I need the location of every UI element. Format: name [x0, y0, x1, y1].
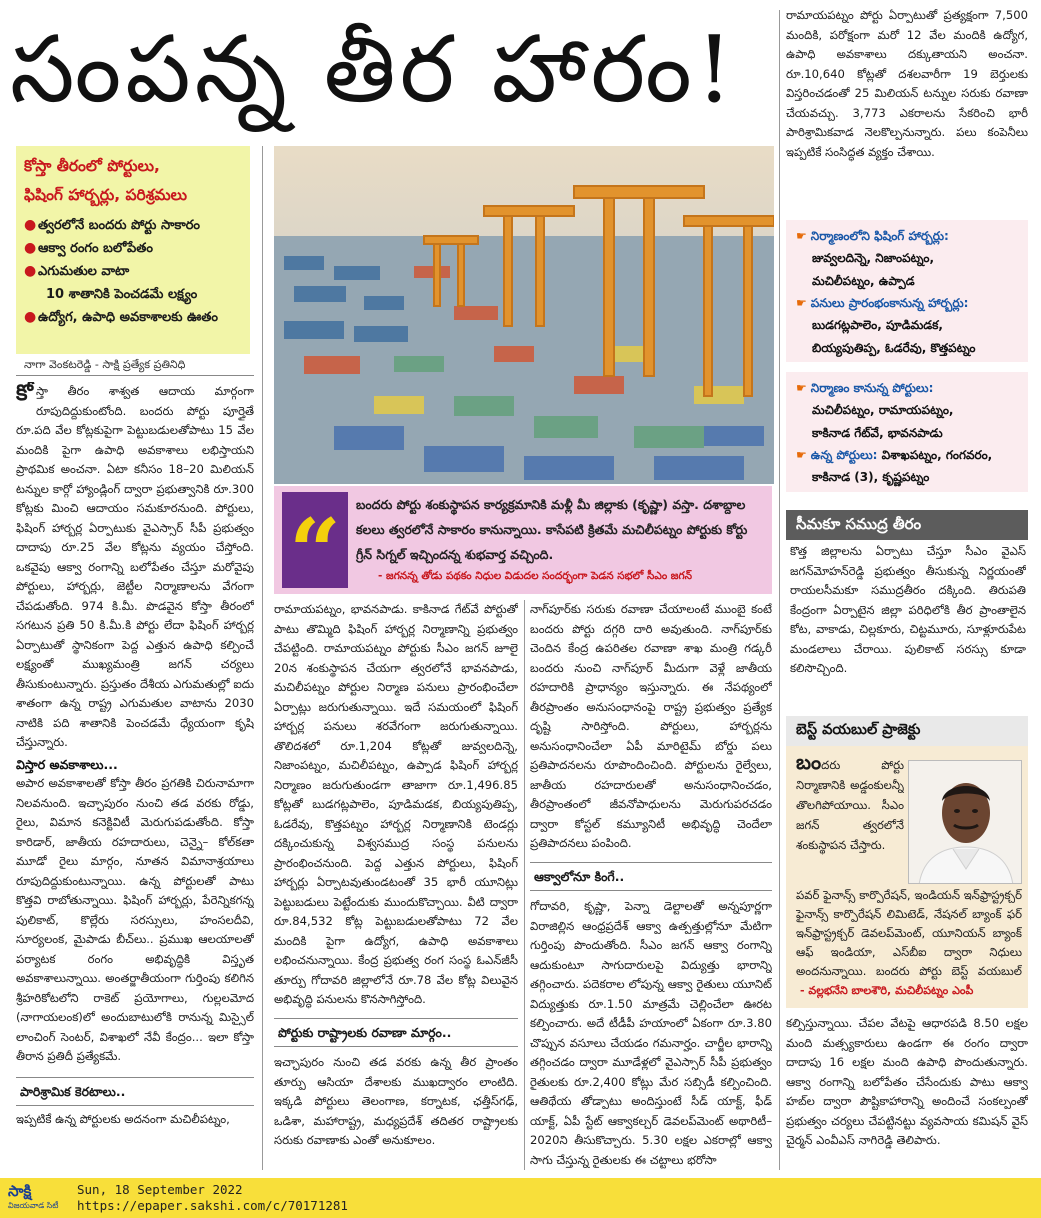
quote-icon: “ [282, 492, 348, 588]
list-item: జువ్వలదిన్నె, నిజాంపట్నం, [812, 251, 935, 265]
arrow-icon: ☛ [796, 448, 807, 462]
section-heading: బెస్ట్ వయబుల్ ప్రాజెక్టు [786, 716, 1028, 746]
list-item: ● ఎగుమతుల వాటా [24, 260, 242, 283]
highlights-heading-2: ఫిషింగ్ హార్బర్లు, పరిశ్రమలు [24, 186, 188, 204]
list-item: ● త్వరలోనే బందరు పోర్టు సాకారం [24, 214, 242, 237]
arrow-icon: ☛ [796, 381, 807, 395]
column-divider [779, 10, 780, 1170]
list-heading: ☛ నిర్మాణం కానున్న పోర్టులు: [796, 381, 934, 395]
paragraph: రామాయపట్నం పోర్టు ఏర్పాటుతో ప్రత్యక్షంగా 7,500 మందికి, పరోక్షంగా మరో 12 వేల మందికి ఉద్యోగ, ఉపాధి అవకాశాలు దక్కుతాయని అంచనా. రూ.10,640 కోట్లతో దశలవారీగా 19 బెర్తులకు విస్తరించడంతో 25 మిలియన్ టన్నుల సరుకు రవాణా చేయవచ్చు. 3,773 ఎకరాలను సేకరించి భారీ పారిశ్రామికవాడ నెలకొల్పనున్నారు. పలు కంపెనీలు ఇప్పటికే సంసిద్ధత వ్యక్తం చేశాయి. [786, 8, 1028, 159]
dropcap: కో [16, 382, 33, 406]
best-attribution: - వల్లభనేని బాలశౌరి, మచిలీపట్నం ఎంపీ [800, 984, 974, 997]
paragraph: అపార అవకాశాలతో కోస్తా తీరం ప్రగతికి చిరునామాగా నిలవనుంది. ఇచ్ఛాపురం నుంచి తడ వరకు రోడ్డు, రైలు, విమాన కనెక్టివిటీ మెరుగుపడుతోంది. కోస్తా కారిడార్, జాతీయ రహదారులు, చెన్నై– కోల్‌కతా మూడో రైలు మార్గం, నూతన విమానాశ్రయాలు రూపుదిద్దుకుంటున్నాయి. ఉన్న పోర్టులతో పాటు కొత్తవి రాబోతున్నాయి. ఫిషింగ్ హార్బర్లు, పేరెన్నికగన్న పులికాట్, కొల్లేరు సరస్సులు, హంసలదీవి, సూర్యలంక, మైపాడు బీచ్‌లు.. ప్రముఖ ఆలయాలతో పర్యాటక రంగం అభివృద్ధికి విస్తృత అవకాశాలున్నాయి. అంతర్జాతీయంగా గుర్తింపు కలిగిన శ్రీహరికోటలోని రాకెట్ ప్రయోగాలు, గుల్లలమోద (నాగాయలంక)లో అందుబాటులోకి రానున్న మిస్సైల్ లాంచింగ్ సెంటర్, విశాఖలో నేవీ కేంద్రం... ఇలా కోస్తా తీరాన ప్రతిదీ ప్రత్యేకమే. [16, 776, 254, 1063]
epaper-link[interactable]: https://epaper.sakshi.com/c/70171281 [77, 1198, 348, 1213]
intro-paragraph: కోస్తా తీరం శాశ్వత ఆదాయ మార్గంగా రూపుదిద్దుకుంటోంది. బందరు పోర్టు పూర్తైతే రూ.పది వేల కోట్లకుపైగా పెట్టుబడులతోపాటు 15 వేల మందికి పైగా ఉపాధి అవకాశాలు లభిస్తాయని ప్రాథమిక అంచనా. ఏటా కనీసం 18–20 మిలియన్ టన్నుల కార్గో హ్యాండ్లింగ్ ద్వారా ప్రభుత్వానికి రూ.300 కోట్లకు మించి ఆదాయం సమకూరనుంది. పోర్టులు, ఫిషింగ్ హార్బర్ల ఏర్పాటుకు వైఎస్సార్ సీపీ ప్రభుత్వం దాదాపు రూ.25 వేల కోట్లను వ్యయం చేస్తోంది. ఒకవైపు ఆక్వా రంగాన్ని బలోపేతం చేస్తూ మరోవైపు పోర్టులు, హార్బర్లు, జెట్టీల నిర్మాణాలను వేగంగా చేపడుతోంది. 974 కి.మీ. పొడవైన కోస్తా తీరంలో సగటున ప్రతి 50 కి.మీ.కి పోర్టు లేదా ఫిషింగ్ హార్బర్ల ఏర్పాటుతో స్థానికంగా పెద్ద ఎత్తున ఉపాధి కల్పించే లక్ష్యంతో ముఖ్యమంత్రి జగన్ చర్యలు తీసుకుంటున్నారు. ప్రస్తుతం దేశీయ ఎగుమతుల్లో ఐదు శాతంగా ఉన్న రాష్ట్ర ఎగుమతుల వాటాను 2030 నాటికి పది శాతానికి పెంచడమే ధ్యేయంగా కృషి చేస్తున్నారు. [16, 382, 254, 749]
list-item: ● ఆక్వా రంగం బలోపేతం [24, 237, 242, 260]
list-item: 10 శాతానికి పెంచడమే లక్ష్యం [46, 287, 198, 302]
list-item: ● ఉద్యోగ, ఉపాధి అవకాశాలకు ఊతం [24, 306, 242, 329]
paragraph: కల్పిస్తున్నాయి. చేపల వేటపై ఆధారపడి 8.50 లక్షల మంది మత్స్యకారులు ఉండగా ఈ రంగం ద్వారా దాదాపు 16 లక్షల మంది ఉపాధి పొందుతున్నారు. ఆక్వా రంగాన్ని బలోపేతం చేసేందుకు పాటు ఆక్వా హబ్‌ల ద్వారా పౌష్టికాహారాన్ని అందించే సంకల్పంతో ప్రభుత్వం చర్యలు చేపట్టినట్టు వ్యవసాయ కమిషన్ వైస్ చైర్మన్ ఎంవీఎస్ నాగిరెడ్డి తెలిపారు. [786, 1016, 1028, 1147]
paragraph: రామాయపట్నం, భావనపాడు. కాకినాడ గేట్‌వే పోర్టుతో పాటు తొమ్మిది ఫిషింగ్ హార్బర్ల నిర్మాణాన్ని ప్రభుత్వం చేపట్టింది. రామాయపట్నం పోర్టుకు సీఎం జగన్ జూలై 20న శంకుస్థాపన చేయగా త్వరలోనే భావనపాడు, మచిలీపట్నం పోర్టుల నిర్మాణ పనులు ప్రారంభించేలా ఏర్పాట్లు జరుగుతున్నాయి. ఇదే సమయంలో ఫిషింగ్ హార్బర్ల పనులు శరవేగంగా జరుగుతున్నాయి. తొలిదశలో రూ.1,204 కోట్లతో జువ్వలదిన్నె, నిజాంపట్నం, మచిలీపట్నం, ఉప్పాడ ఫిషింగ్ హార్బర్ల నిర్మాణం జరుగుతుండగా తాజాగా రూ.1,496.85 కోట్లతో బుడగట్లపాలెం, పూడిమడక, బియ్యపుతిప్ప, ఓడరేవు, కొత్తపట్నం హార్బర్ల నిర్మాణానికి టెండర్లు దక్కించుకున్న విశ్వసముద్ర సంస్థ పనులను ప్రారంభించనుంది. పెద్ద ఎత్తున పోర్టులు, ఫిషింగ్ హార్బర్లు ఏర్పాటవుతుండటంతో 35 భారీ యూనిట్లు పెట్టుబడులు పెట్టేందుకు ముందుకొచ్చాయి. వీటి ద్వారా రూ.84,532 కోట్ల పెట్టుబడులతోపాటు 72 వేల మందికి పైగా ఉద్యోగ, ఉపాధి అవకాశాలు లభించనున్నాయి. కేంద్ర ప్రభుత్వ రంగ సంస్థ ఓఎన్‌జీసీ తూర్పు గోదావరి జిల్లాలోనే రూ.78 వేల కోట్ల విలువైన అభివృద్ధి పనులను కొనసాగిస్తోంది. [274, 602, 518, 1006]
column-2 [274, 600, 518, 1170]
highlights-list [24, 214, 242, 329]
arrow-icon: ☛ [796, 296, 807, 310]
column-divider [262, 146, 263, 1170]
bullet-icon: ● [24, 240, 37, 256]
paragraph: ఇచ్ఛాపురం నుంచి తడ వరకు ఉన్న తీర ప్రాంతం తూర్పు ఆసియా దేశాలకు ముఖద్వారం లాంటిది. ఇక్కడి పోర్టులు తెలంగాణ, కర్నాటక, ఛత్తీస్‌గఢ్, ఒడిశా, మహారాష్ట్ర, మధ్యప్రదేశ్ తదితర రాష్ట్రాలకు సరుకు రవాణాకు ఎంతో అనుకూలం. [274, 1055, 518, 1147]
column-4-top [786, 6, 1028, 212]
bullet-icon: ● [24, 217, 37, 233]
bullet-icon: ● [24, 263, 37, 279]
paragraph: పవర్ ఫైనాన్స్ కార్పొరేషన్, ఇండియన్ ఇన్‌ఫ్రాస్ట్రక్చర్ ఫైనాన్స్ కార్పొరేషన్ లిమిటెడ్, నేషనల్ బ్యాంక్ ఫర్ ఇన్‌ఫ్రాస్ట్రక్చర్ డెవలప్‌మెంట్, యూనియన్ బ్యాంక్ ఆఫ్ ఇండియా, ఎస్‌బీఐ ద్వారా నిధులు అందనున్నాయి. బందరు పోర్టు బెస్ట్ వయబుల్ [796, 888, 1022, 978]
dropcap: బం [796, 752, 822, 774]
highlights-heading-1: కోస్తా తీరంలో పోర్టులు, [24, 157, 160, 175]
harbours-box [786, 220, 1028, 362]
byline: నాగా వెంకటరెడ్డి - సాక్షి ప్రత్యేక ప్రతినిధి [24, 358, 186, 371]
subhead: ఆక్వాలోనూ కింగే.. [530, 862, 772, 892]
headline: సంపన్న తీర హారం! [10, 16, 737, 123]
person-portrait-image [909, 761, 1022, 884]
paragraph: గోదావరి, కృష్ణా, పెన్నా డెల్టాలతో అన్నపూర్ణగా విరాజిల్లిన ఆంధ్రప్రదేశ్ ఆక్వా ఉత్పత్తుల్లోనూ మేటిగా గుర్తింపు పొందుతోంది. సీఎం జగన్ ఆక్వా రంగాన్ని ఆదుకుంటూ సాగుదారులపై విద్యుత్తు భారాన్ని తగ్గించారు. పదెకరాల లోపున్న ఆక్వా రైతులు యూనిట్ విద్యుత్తుకు రూ.1.50 మాత్రమే చెల్లించేలా ఊరట కల్పించారు. అదే టీడీపీ హయాంలో ఏకంగా రూ.3.80 చొప్పున వసూలు చేయడం గమనార్హం. చార్జీల భారాన్ని తగ్గించడం ద్వారా మూడేళ్లలో వైఎస్సార్ సీపీ ప్రభుత్వం రైతులకు రూ.2,400 కోట్లు మేర సబ్సిడీ కల్పించింది. ఆతిథేయ తోడ్పాటు అందిస్తుంటే సీడ్ యాక్ట్, ఫీడ్ యాక్ట్, ఏపీ స్టేట్ ఆక్వాకల్చర్ డెవలప్‌మెంట్ అథారిటీ–2020ని తీసుకొచ్చారు. 5.30 లక్షల ఎకరాల్లో ఆక్వా సాగు చేస్తున్న రైతులకు ఈ చట్టాలు భరోసా [530, 899, 772, 1167]
subhead: పోర్టుకు రాష్ట్రాలకు రవాణా మార్గం.. [274, 1018, 518, 1048]
port-cranes-image [274, 146, 774, 484]
bullet-icon: ● [24, 309, 37, 325]
divider [16, 375, 254, 376]
column-divider [524, 600, 525, 1170]
port-photo [274, 146, 774, 484]
edition-date: Sun, 18 September 2022 [77, 1182, 243, 1197]
sakshi-logo: సాక్షి విజయవాడ సిటీ [8, 1182, 59, 1210]
list-item: మచిలీపట్నం, ఉప్పాడ [812, 274, 915, 288]
section-heading: సీమకూ సముద్ర తీరం [786, 510, 1028, 540]
column-1 [16, 382, 254, 1170]
list-heading: ☛ నిర్మాణంలోని ఫిషింగ్ హార్బర్లు: [796, 229, 949, 243]
paragraph: నాగ్‌పూర్‌కు సరుకు రవాణా చేయాలంటే ముంబై కంటే బందరు పోర్టు దగ్గరి దారి అవుతుంది. నాగ్‌పూర్‌కు చెందిన కేంద్ర ఉపరితల రవాణా శాఖ మంత్రి గడ్కరీ బందరు నుంచి నాగ్‌పూర్ మీదుగా వెళ్లే జాతీయ రహదారికి ప్రాధాన్యం ఇస్తున్నారు. ఈ నేపథ్యంలో తీరప్రాంతం అనుసంధానంపై రాష్ట్ర ప్రభుత్వం ప్రత్యేక దృష్టి సారిస్తోంది. పోర్టులు, హార్బర్లను అనుసంధానించేలా ఏపీ మారిటైమ్ బోర్డు పలు ప్రతిపాదనలను రూపొందించింది. పోర్టులను రైల్వేలు, జాతీయ రహదారులతో అనుసంధానించడం, తీరప్రాంతంలో జీవనోపాధులను మెరుగుపరచడం ద్వారా కోస్టల్ కమ్యూనిటీ అభివృద్ధి చెందేలా ప్రతిపాదనలు పంపింది. [530, 602, 772, 850]
best-text [796, 886, 1022, 982]
subhead: విస్తార అవకాశాలు... [16, 756, 118, 772]
portrait-photo [908, 760, 1022, 884]
column-4-bottom [786, 1014, 1028, 1170]
list-item: బుడగట్లపాలెం, పూడిమడక, [812, 318, 943, 332]
quote-text: బందరు పోర్టు శంకుస్థాపన కార్యక్రమానికి మళ్లీ మీ జిల్లాకు (కృష్ణా) వస్తా. దశాబ్దాల కలలు త్వరలోనే సాకారం కానున్నాయి. కాసేపటి క్రితమే మచిలీపట్నం పోర్టుకు కోర్టు గ్రీన్ సిగ్నల్ ఇచ్చిందన్న శుభవార్త వచ్చింది. [356, 497, 748, 562]
ports-box [786, 372, 1028, 492]
list-item: బియ్యపుతిప్ప, ఓడరేవు, కొత్తపట్నం [812, 341, 976, 355]
subhead: పారిశ్రామిక కెరటాలు.. [16, 1077, 254, 1107]
list-heading: ☛ ఉన్న పోర్టులు: విశాఖపట్నం, గంగవరం, [796, 448, 993, 462]
paragraph: ఇప్పటికే ఉన్న పోర్టులకు అదనంగా మచిలీపట్నం, [16, 1112, 230, 1126]
quote-attribution: - జగనన్న తోడు పథకం నిధుల విడుదల సందర్భంగా పెడన సభలో సీఎం జగన్ [378, 570, 692, 582]
arrow-icon: ☛ [796, 229, 807, 243]
highlights-box [16, 146, 250, 354]
list-item: మచిలీపట్నం, రామాయపట్నం, [812, 403, 954, 417]
list-item: కాకినాడ (3), కృష్ణపట్నం [812, 470, 930, 484]
seema-text [790, 542, 1026, 708]
list-heading: ☛ పనులు ప్రారంభంకానున్న హార్బర్లు: [796, 296, 969, 310]
best-intro: బందరు పోర్టు నిర్మాణానికి అడ్డంకులన్నీ తొలగిపోయాయి. సీఎం జగన్ త్వరలోనే శంకుస్థాపన చేస్తారు. [796, 752, 904, 852]
list-item: కాకినాడ గేట్‌వే, భావనపాడు [812, 426, 943, 440]
column-3 [530, 600, 772, 1170]
paragraph: కొత్త జిల్లాలను ఏర్పాటు చేస్తూ సీఎం వైఎస్ జగన్‌మోహన్‌రెడ్డి ప్రభుత్వం తీసుకున్న నిర్ణయంతో రాయలసీమకూ సముద్రతీరం దక్కింది. తిరుపతి కేంద్రంగా ఏర్పాటైన జిల్లా పరిధిలోకి తీర ప్రాంతాలైన కోట, వాకాడు, చిల్లకూరు, చిట్టమూరు, సూళ్లూరుపేట మండలాలు చేరాయి. పులికాట్ సరస్సు కూడా కలిసొచ్చింది. [790, 544, 1026, 675]
